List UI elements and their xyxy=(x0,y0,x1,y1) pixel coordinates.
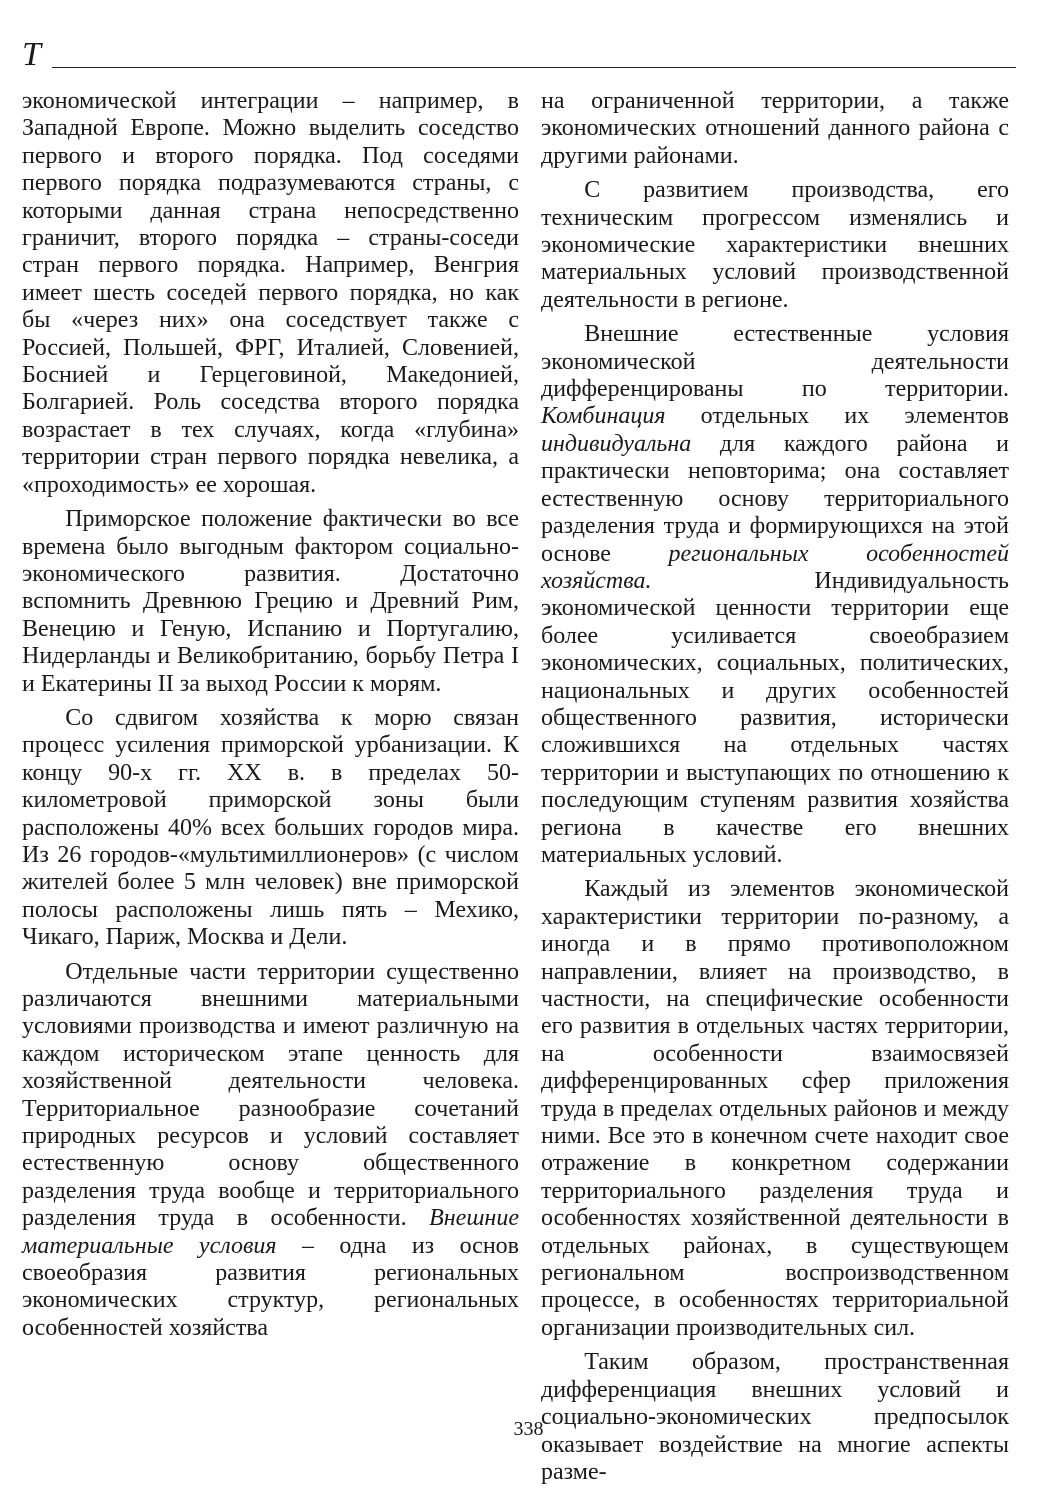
paragraph: С развитием производства, его техническим прогрессом изменялись и экономические характеристики внешних материальных условий производственной деятельности в регионе. xyxy=(541,177,1009,313)
paragraph: Таким образом, пространственная дифференциация внешних условий и социально-экономических предпосылок оказывает воздействие на многие аспекты разме- xyxy=(541,1349,1009,1485)
italic-term: региональных особенностей хозяйства. xyxy=(541,540,1009,594)
left-column xyxy=(22,88,519,1349)
header-rule xyxy=(52,67,1016,68)
paragraph xyxy=(541,321,1009,869)
text-run: Индивидуальность экономической ценности территории еще более усиливается своеобразием экономических, социальных, политических, национальных и других особенностей общественного развития, исторически сложившихся на отдельных частях территории и выступающих по отношению к последующим ступеням развития хозяйства региона в качестве его внешних материальных условий. xyxy=(541,567,1009,868)
italic-term: индивидуальна xyxy=(541,430,692,457)
text-run: отдельных их элементов xyxy=(665,403,1009,430)
paragraph: на ограниченной территории, а также экономических отношений данного района с другими районами. xyxy=(541,88,1009,169)
text-run: Внешние естественные условия экономической деятельности дифференцированы по территории. xyxy=(541,321,1009,403)
italic-term: Комбинация xyxy=(541,403,666,430)
section-letter: Т xyxy=(22,36,41,73)
paragraph xyxy=(22,959,519,1343)
italic-term: Внешние материальные условия xyxy=(22,1205,519,1259)
text-run: для каждого района и практически неповторима; она составляет естественную основу территориального разделения труда и формирующихся на этой основе xyxy=(541,430,1009,567)
text-run: Отдельные части территории существенно различаются внешними материальными условиями производства и имеют различную на каждом историческом этапе ценность для хозяйственной деятельности человека. Территориальное разнообразие сочетаний природных ресурсов и условий составляет естественную основу общественного разделения труда вообще и территориального разделения труда в особенности. xyxy=(22,958,519,1232)
running-header xyxy=(22,38,1016,72)
right-column xyxy=(541,88,1009,1493)
paragraph: экономической интеграции – например, в Западной Европе. Можно выделить соседство первого и второго порядка. Под соседями первого порядка подразумеваются страны, с которыми данная страна непосредственно граничит, второго порядка – страны-соседи стран первого порядка. Например, Венгрия имеет шесть соседей первого порядка, но как бы «через них» она соседствует также с Россией, Польшей, ФРГ, Италией, Словенией, Боснией и Герцеговиной, Македонией, Болгарией. Роль соседства второго порядка возрастает в тех случаях, когда «глубина» территории стран первого порядка невелика, а «проходимость» ее хорошая. xyxy=(22,88,519,498)
paragraph: Приморское положение фактически во все времена было выгодным фактором социально-экономического развития. Достаточно вспомнить Древнюю Грецию и Древний Рим, Венецию и Геную, Испанию и Португалию, Нидерланды и Великобританию, борьбу Петра I и Екатерины II за выход России к морям. xyxy=(22,506,519,697)
paragraph: Со сдвигом хозяйства к морю связан процесс усиления приморской урбанизации. К концу 90-х гг. XX в. в пределах 50-километровой приморской зоны были расположены 40% всех больших городов мира. Из 26 городов-«мультимиллионеров» (с числом жителей более 5 млн человек) вне приморской полосы расположены лишь пять – Мехико, Чикаго, Париж, Москва и Дели. xyxy=(22,704,519,951)
page-number: 338 xyxy=(513,1418,544,1440)
text-run: – одна из основ своеобразия развития региональных экономических структур, региональных особенностей хозяйства xyxy=(22,1232,520,1341)
paragraph: Каждый из элементов экономической характеристики территории по-разному, а иногда и в прямо противоположном направлении, влияет на производство, в частности, на специфические особенности его развития в отдельных частях территории, на особенности взаимосвязей дифференцированных сфер приложения труда в пределах отдельных районов и между ними. Все это в конечном счете находит свое отражение в конкретном содержании территориального разделения труда и особенностях хозяйственной деятельности в отдельных районах, в существующем региональном воспроизводственном процессе, в особенностях территориальной организации производительных сил. xyxy=(541,876,1009,1341)
